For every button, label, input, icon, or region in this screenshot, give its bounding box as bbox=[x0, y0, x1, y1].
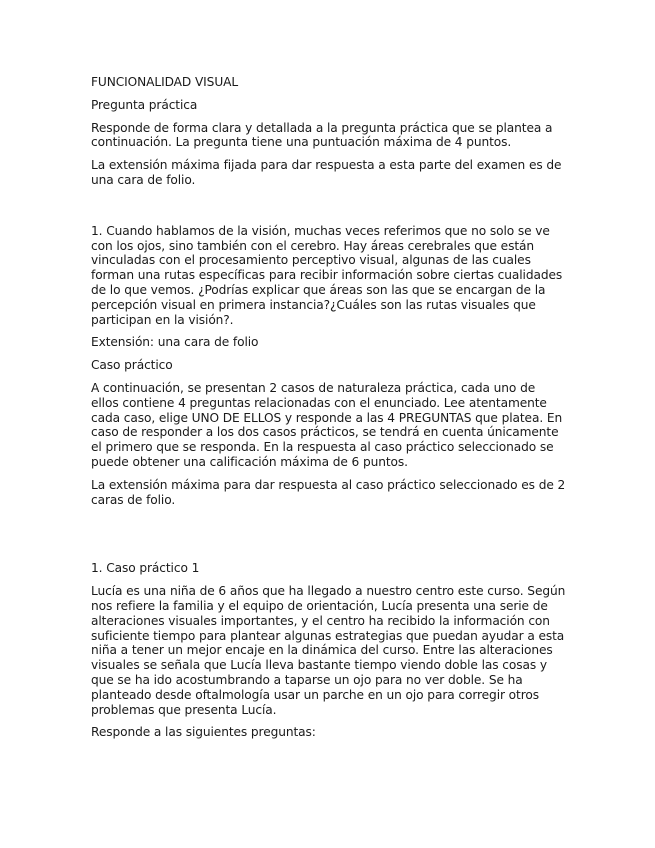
section-heading-caso: Caso práctico bbox=[91, 358, 173, 373]
case-1-heading: 1. Caso práctico 1 bbox=[91, 561, 200, 576]
document-page bbox=[91, 75, 566, 748]
extension-note-caso: La extensión máxima para dar respuesta al caso práctico seleccionado es de 2 caras de folio. bbox=[91, 477, 566, 507]
case-1-prompt: Responde a las siguientes preguntas: bbox=[91, 725, 316, 740]
document-title: FUNCIONALIDAD VISUAL bbox=[91, 75, 239, 89]
spacer bbox=[91, 196, 566, 224]
spacer bbox=[91, 515, 566, 561]
question-1: 1. Cuando hablamos de la visión, muchas veces referimos que no solo se ve con los ojos, sino también con el cerebro. Hay áreas cerebrales que están vinculadas con el procesamiento perceptivo visual, algunas de las cuales forman una rutas específicas para recibir información sobre ciertas cualidades de lo que vemos. ¿Podrías explicar que áreas son las que se encargan de la percepción visual en primera instancia?¿Cuáles son las rutas visuales que participan en la visión?. bbox=[91, 223, 563, 327]
section-intro-pregunta: Responde de forma clara y detallada a la pregunta práctica que se plantea a continuación. La pregunta tiene una puntuación máxima de 4 puntos. bbox=[91, 120, 553, 150]
question-1-extension: Extensión: una cara de folio bbox=[91, 335, 259, 350]
extension-note-pregunta: La extensión máxima fijada para dar respuesta a esta parte del examen es de una cara de folio. bbox=[91, 158, 562, 187]
section-heading-pregunta: Pregunta práctica bbox=[91, 97, 198, 112]
section-intro-caso: A continuación, se presentan 2 casos de naturaleza práctica, cada uno de ellos contiene 4 preguntas relacionadas con el enunciado. Lee atentamente cada caso, elige UNO DE ELLOS y responde a las 4 PREGUNTAS que platea. En caso de responder a los dos casos prácticos, se tendrá en cuenta únicamente el primero que se responda. En la respuesta al caso práctico seleccionado se puede obtener una calificación máxima de 6 puntos. bbox=[91, 380, 563, 469]
case-1-text: Lucía es una niña de 6 años que ha llegado a nuestro centro este curso. Según nos refiere la familia y el equipo de orientación, Lucía presenta una serie de alteraciones visuales importantes, y el centro ha recibido la información con suficiente tiempo para plantear algunas estrategias que puedan ayudar a esta niña a tener un mejor encaje en la dinámica del curso. Entre las alteraciones visuales se señala que Lucía lleva bastante tiempo viendo doble las cosas y que se ha ido acostumbrando a taparse un ojo para no ver doble. Se ha planteado desde oftalmología usar un parche en un ojo para corregir otros problemas que presenta Lucía. bbox=[91, 584, 566, 717]
